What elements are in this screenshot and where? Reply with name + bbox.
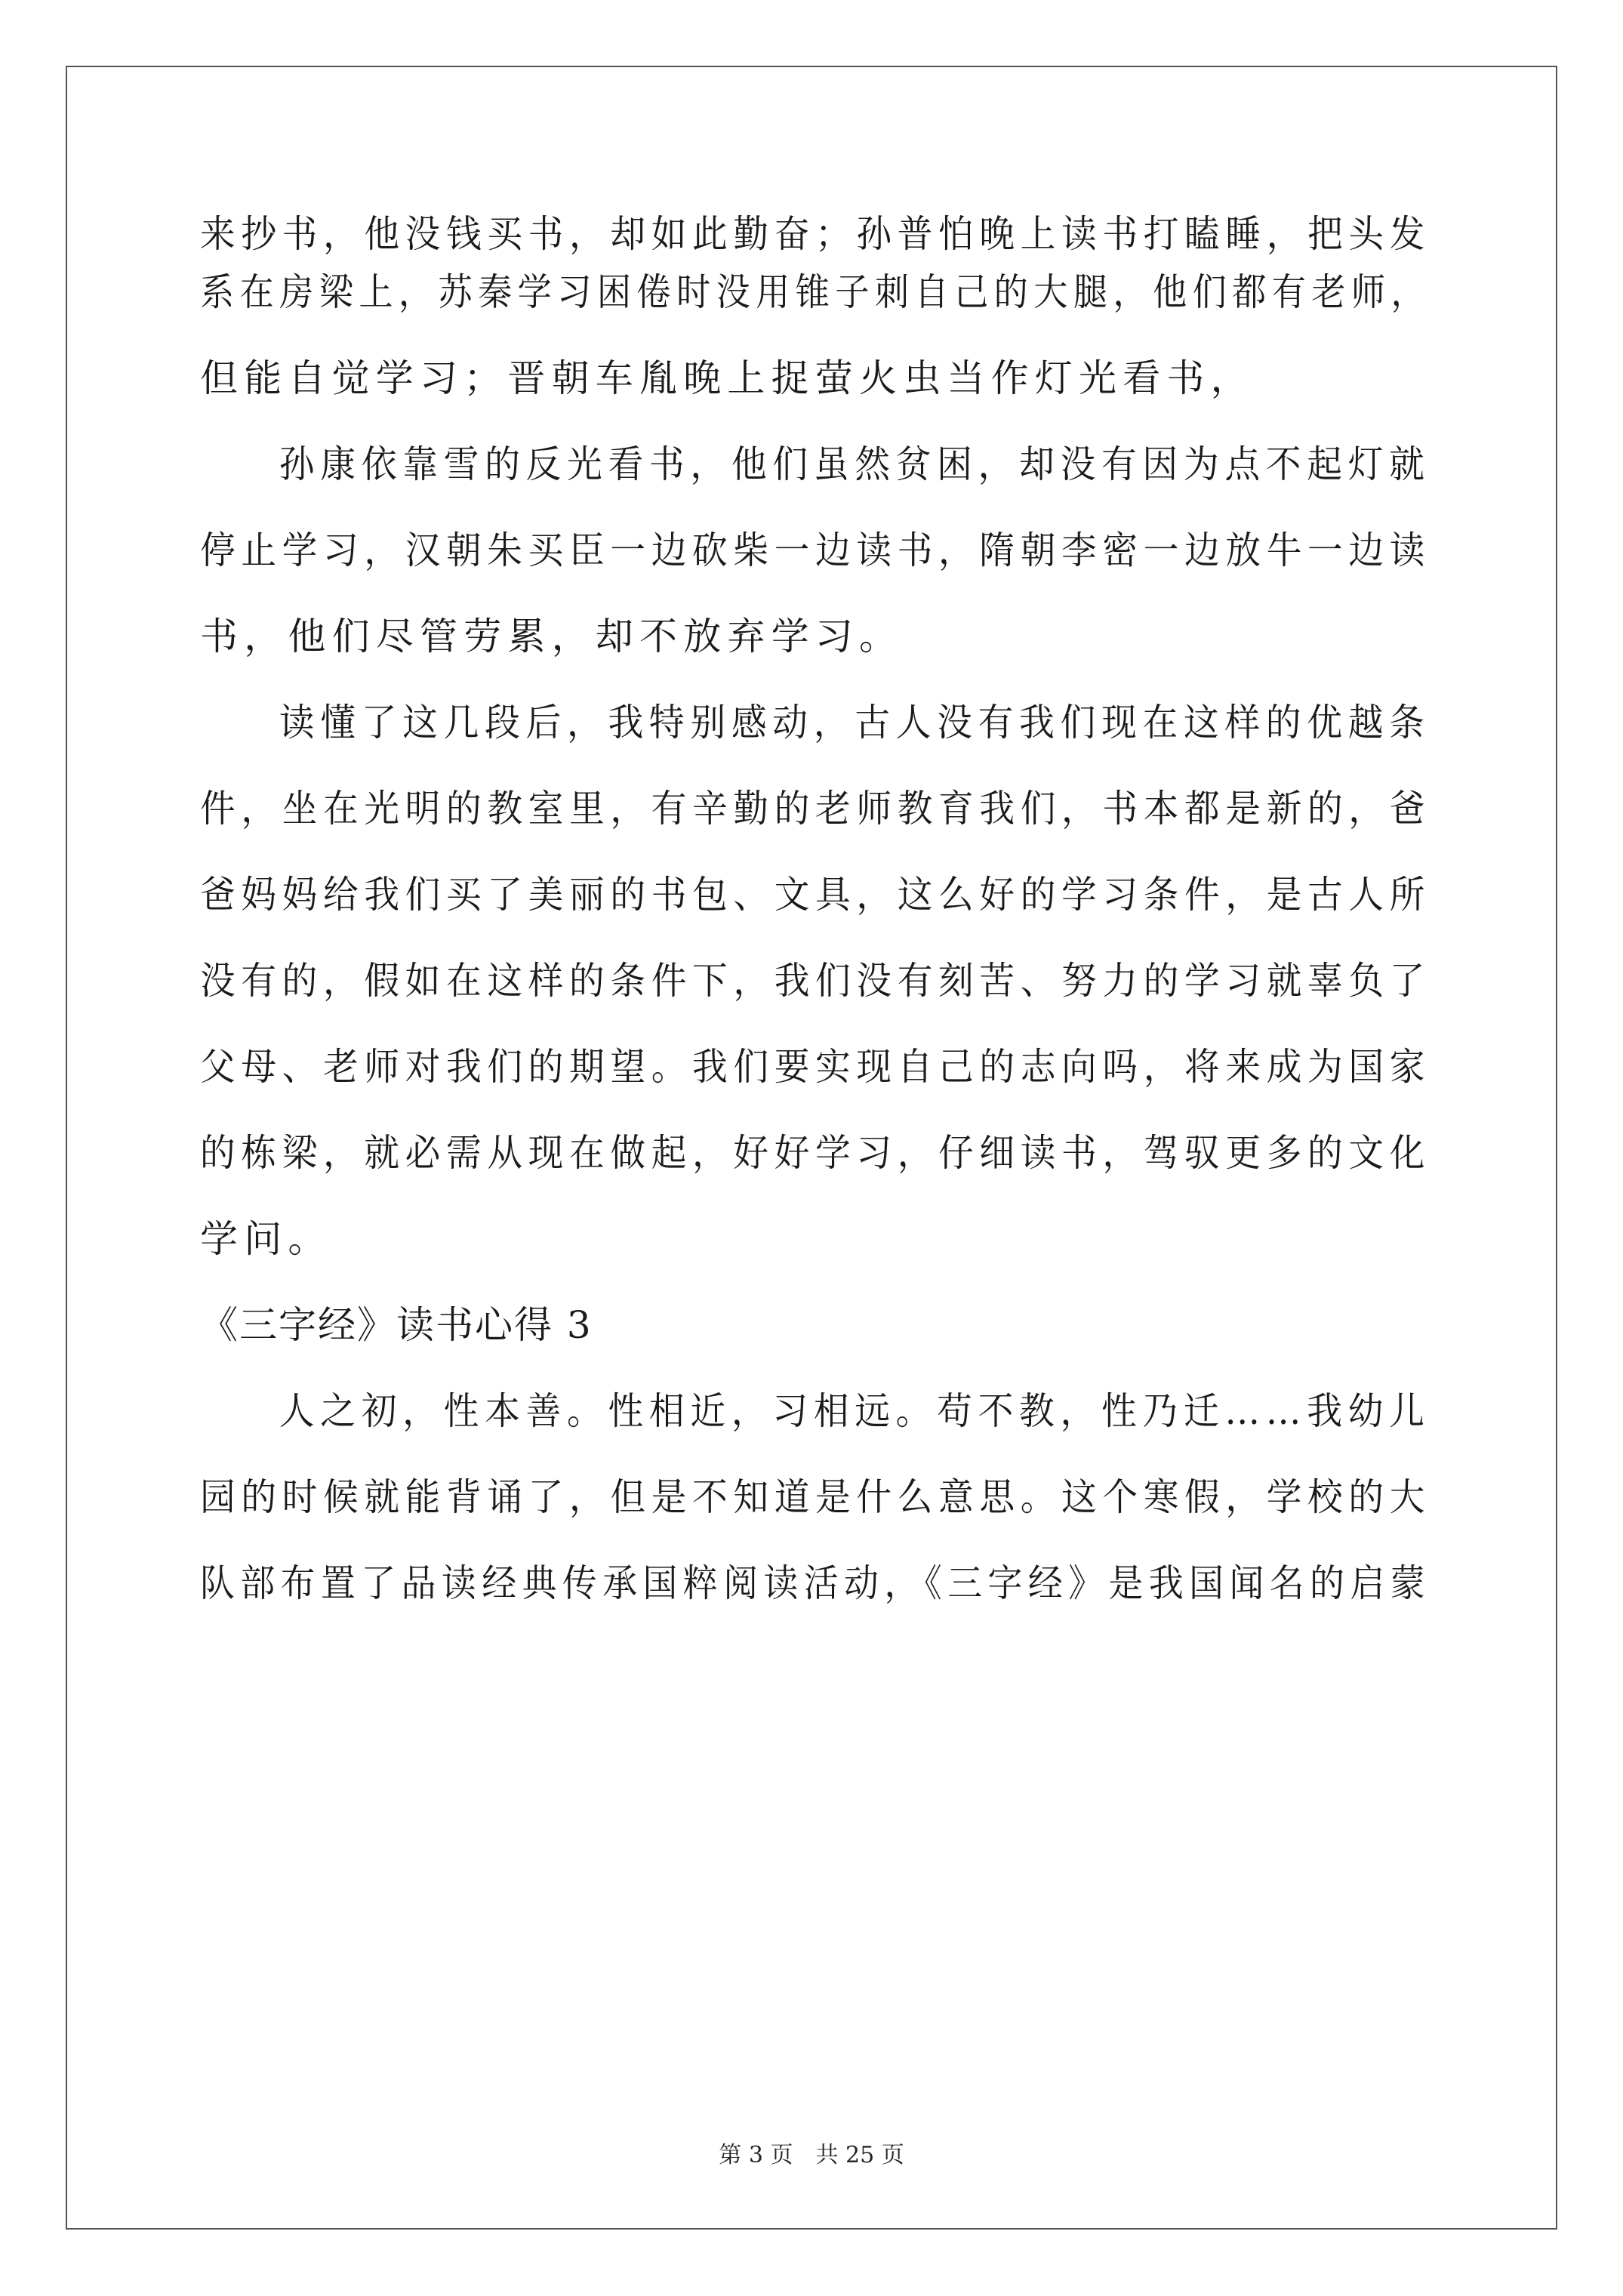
- text-line: 来抄书，他没钱买书，却如此勤奋；孙普怕晚上读书打瞌睡，把头发: [200, 212, 1431, 256]
- text-line: 学问。: [200, 1217, 332, 1261]
- text-line: 父母、老师对我们的期望。我们要实现自己的志向吗，将来成为国家: [200, 1045, 1431, 1089]
- section-heading: 《三字经》读书心得 3: [200, 1303, 593, 1347]
- text-line: 停止学习，汉朝朱买臣一边砍柴一边读书，隋朝李密一边放牛一边读: [200, 529, 1431, 572]
- text-line: 件，坐在光明的教室里，有辛勤的老师教育我们，书本都是新的，爸: [200, 787, 1431, 831]
- text-line: 园的时候就能背诵了，但是不知道是什么意思。这个寒假，学校的大: [200, 1475, 1431, 1519]
- text-line: 书，他们尽管劳累，却不放弃学习。: [200, 615, 904, 658]
- paragraph-start-line: 孙康依靠雪的反光看书，他们虽然贫困，却没有因为点不起灯就: [279, 442, 1431, 486]
- paragraph-start-line: 读懂了这几段后，我特别感动，古人没有我们现在这样的优越条: [279, 701, 1431, 744]
- text-line: 队部布置了品读经典传承国粹阅读活动，《三字经》是我国闻名的启蒙: [200, 1561, 1431, 1605]
- paragraph-start-line: 人之初，性本善。性相近，习相远。苟不教，性乃迁……我幼儿: [279, 1389, 1431, 1433]
- text-line: 爸妈妈给我们买了美丽的书包、文具，这么好的学习条件，是古人所: [200, 873, 1431, 917]
- text-line: 的栋梁，就必需从现在做起，好好学习，仔细读书，驾驭更多的文化: [200, 1131, 1431, 1175]
- text-line: 但能自觉学习；晋朝车胤晚上捉萤火虫当作灯光看书，: [200, 356, 1255, 400]
- page-footer: 第 3 页 共 25 页: [719, 2142, 904, 2168]
- text-line: 系在房梁上，苏秦学习困倦时没用锥子刺自己的大腿，他们都有老师，: [200, 270, 1431, 314]
- document-body: [200, 212, 1431, 1626]
- text-line: 没有的，假如在这样的条件下，我们没有刻苦、努力的学习就辜负了: [200, 959, 1431, 1003]
